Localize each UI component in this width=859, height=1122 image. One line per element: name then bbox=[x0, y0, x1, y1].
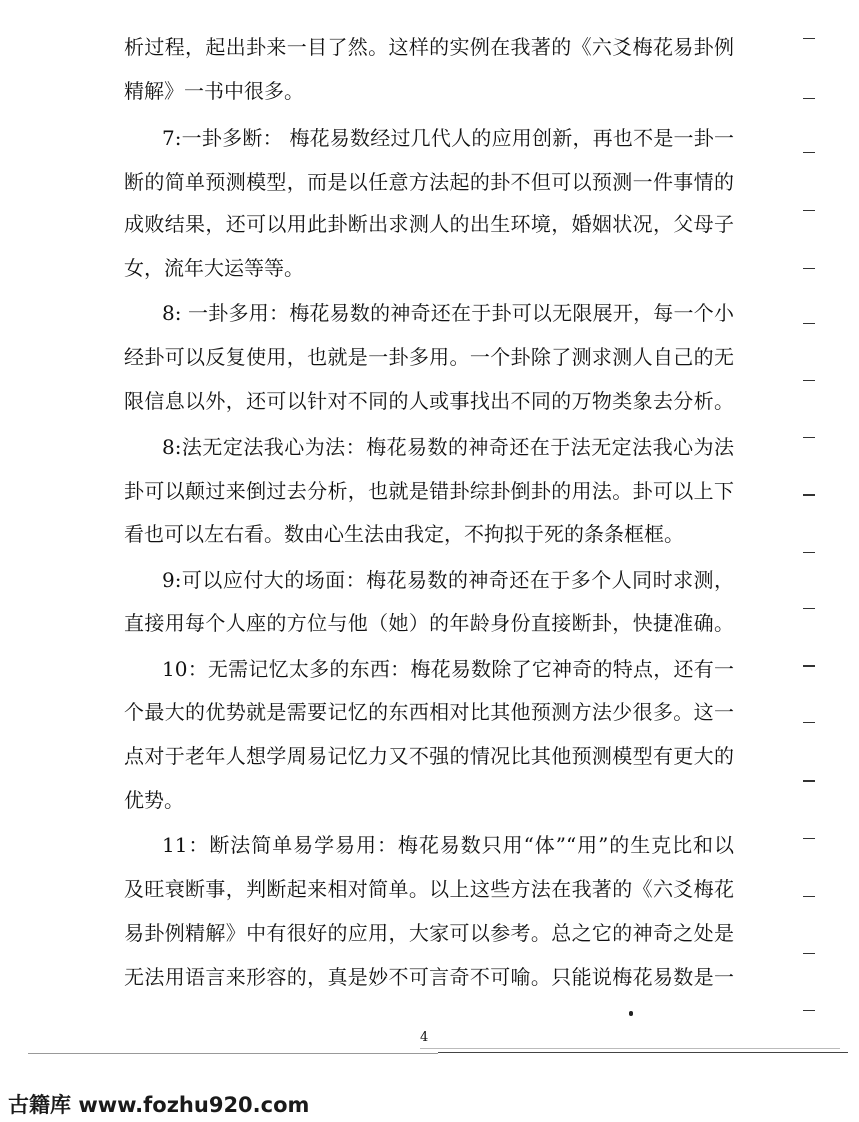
footer-rule bbox=[438, 1052, 848, 1053]
text-line: 精解》一书中很多。 bbox=[124, 79, 304, 103]
text-line: 个最大的优势就是需要记忆的东西相对比其他预测方法少很多。这一 bbox=[124, 700, 734, 724]
margin-mark bbox=[803, 268, 815, 269]
margin-mark bbox=[803, 780, 815, 782]
margin-mark bbox=[803, 494, 815, 496]
margin-mark bbox=[803, 1010, 815, 1011]
page-number: 4 bbox=[420, 1030, 429, 1045]
text-line: 女，流年大运等等。 bbox=[124, 256, 304, 280]
text-line: 优势。 bbox=[124, 788, 184, 812]
margin-mark bbox=[803, 323, 815, 324]
text-line: 看也可以左右看。数由心生法由我定，不拘拟于死的条条框框。 bbox=[124, 522, 684, 546]
margin-mark bbox=[803, 380, 815, 381]
text-line: 限信息以外，还可以针对不同的人或事找出不同的万物类象去分析。 bbox=[124, 389, 734, 413]
watermark-name: 古籍库 bbox=[8, 1093, 71, 1117]
footer-rule bbox=[420, 1048, 840, 1049]
text-line: 11：断法简单易学易用：梅花易数只用“体”“用”的生克比和以 bbox=[162, 833, 734, 857]
text-line: 直接用每个人座的方位与他（她）的年龄身份直接断卦，快捷准确。 bbox=[124, 611, 734, 635]
scan-speck bbox=[629, 1011, 633, 1016]
text-line: 断的简单预测模型，而是以任意方法起的卦不但可以预测一件事情的 bbox=[124, 170, 734, 194]
text-line: 卦可以颠过来倒过去分析，也就是错卦综卦倒卦的用法。卦可以上下 bbox=[124, 479, 734, 503]
text-line: 易卦例精解》中有很好的应用，大家可以参考。总之它的神奇之处是 bbox=[124, 921, 734, 945]
margin-mark bbox=[803, 665, 815, 667]
text-line: 8: 一卦多用：梅花易数的神奇还在于卦可以无限展开，每一个小 bbox=[162, 301, 734, 325]
text-line: 8:法无定法我心为法：梅花易数的神奇还在于法无定法我心为法 bbox=[162, 435, 734, 459]
text-line: 10：无需记忆太多的东西：梅花易数除了它神奇的特点，还有一 bbox=[162, 657, 734, 681]
margin-mark bbox=[803, 838, 815, 839]
text-line: 及旺衰断事，判断起来相对简单。以上这些方法在我著的《六爻梅花 bbox=[124, 877, 734, 901]
footer-rule bbox=[28, 1053, 438, 1054]
text-line: 7:一卦多断： 梅花易数经过几代人的应用创新，再也不是一卦一 bbox=[162, 126, 734, 150]
margin-mark bbox=[803, 552, 815, 553]
margin-mark bbox=[803, 608, 815, 609]
text-line: 无法用语言来形容的，真是妙不可言奇不可喻。只能说梅花易数是一 bbox=[124, 965, 734, 989]
margin-mark bbox=[803, 210, 815, 211]
text-line: 点对于老年人想学周易记忆力又不强的情况比其他预测模型有更大的 bbox=[124, 744, 734, 768]
text-line: 经卦可以反复使用，也就是一卦多用。一个卦除了测求测人自己的无 bbox=[124, 345, 734, 369]
text-line: 9:可以应付大的场面：梅花易数的神奇还在于多个人同时求测， bbox=[162, 568, 734, 592]
text-line: 析过程，起出卦来一目了然。这样的实例在我著的《六爻梅花易卦例 bbox=[124, 35, 734, 59]
margin-mark bbox=[803, 437, 815, 438]
watermark-url: www.fozhu920.com bbox=[78, 1093, 310, 1117]
margin-mark bbox=[803, 38, 815, 39]
margin-mark bbox=[803, 953, 815, 954]
text-line: 成败结果，还可以用此卦断出求测人的出生环境，婚姻状况，父母子 bbox=[124, 212, 734, 236]
site-watermark bbox=[0, 1088, 310, 1122]
margin-mark bbox=[803, 152, 815, 153]
margin-mark bbox=[803, 896, 815, 897]
margin-mark bbox=[803, 98, 815, 99]
margin-mark bbox=[803, 722, 815, 723]
